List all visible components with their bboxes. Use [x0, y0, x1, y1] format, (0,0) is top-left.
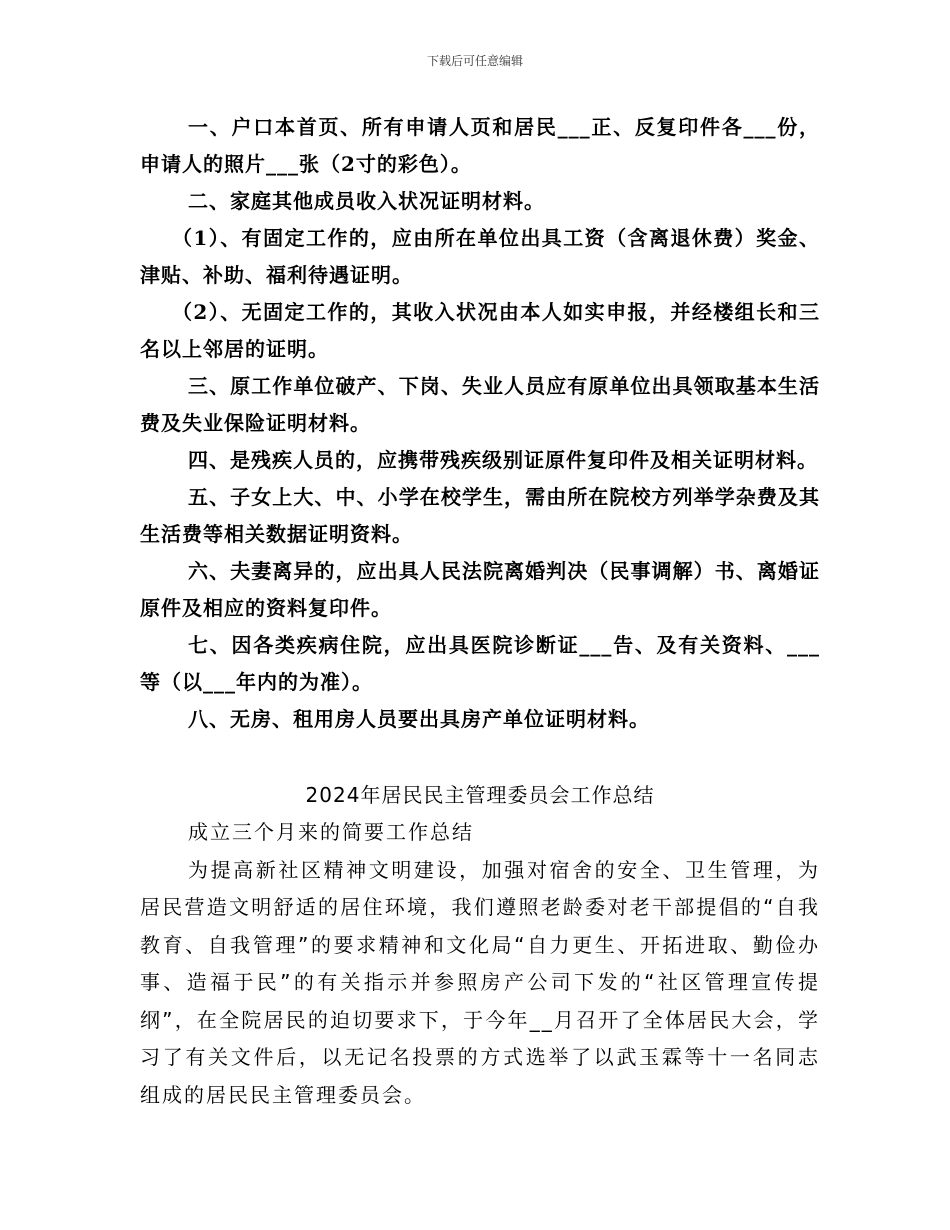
- summary-section: [140, 777, 820, 1114]
- summary-title: 2024年居民民主管理委员会工作总结: [305, 783, 655, 807]
- requirement-item-4: 四、是残疾人员的，应携带残疾级别证原件复印件及相关证明材料。: [188, 448, 818, 472]
- requirement-item-7: 七、因各类疾病住院，应出具医院诊断证___告、及有关资料、___等（以___年内的为准）。: [140, 633, 820, 694]
- requirement-item-8: 八、无房、租用房人员要出具房产单位证明材料。: [188, 707, 650, 731]
- requirement-item-2: 二、家庭其他成员收入状况证明材料。: [188, 189, 545, 213]
- requirement-item-2-2: （2）、无固定工作的，其收入状况由本人如实申报，并经楼组长和三名以上邻居的证明。: [140, 300, 820, 361]
- requirement-item-5: 五、子女上大、中、小学在校学生，需由所在院校方列举学杂费及其生活费等相关数据证明资料。: [140, 485, 820, 546]
- requirement-item-2-1: （1）、有固定工作的，应由所在单位出具工资（含离退休费）奖金、津贴、补助、福利待遇证明。: [140, 226, 820, 287]
- requirement-item-1: 一、户口本首页、所有申请人页和居民___正、反复印件各___份，申请人的照片___张（2寸的彩色）。: [140, 115, 820, 176]
- requirements-list: [140, 109, 820, 738]
- requirement-item-3: 三、原工作单位破产、下岗、失业人员应有原单位出具领取基本生活费及失业保险证明材料。: [140, 374, 820, 435]
- requirement-item-6: 六、夫妻离异的，应出具人民法院离婚判决（民事调解）书、离婚证原件及相应的资料复印件。: [140, 559, 820, 620]
- summary-body: 为提高新社区精神文明建设，加强对宿舍的安全、卫生管理，为居民营造文明舒适的居住环境，我们遵照老龄委对老干部提倡的“自我教育、自我管理”的要求精神和文化局“自力更生、开拓进取、勤俭办事、造福于民”的有关指示并参照房产公司下发的“社区管理宣传提纲”，在全院居民的迫切要求下，于今年__月召开了全体居民大会，学习了有关文件后，以无记名投票的方式选举了以武玉霖等十一名同志组成的居民民主管理委员会。: [140, 857, 820, 1107]
- summary-subtitle: 成立三个月来的简要工作总结: [188, 820, 474, 844]
- page-header: 下载后可任意编辑: [426, 54, 523, 68]
